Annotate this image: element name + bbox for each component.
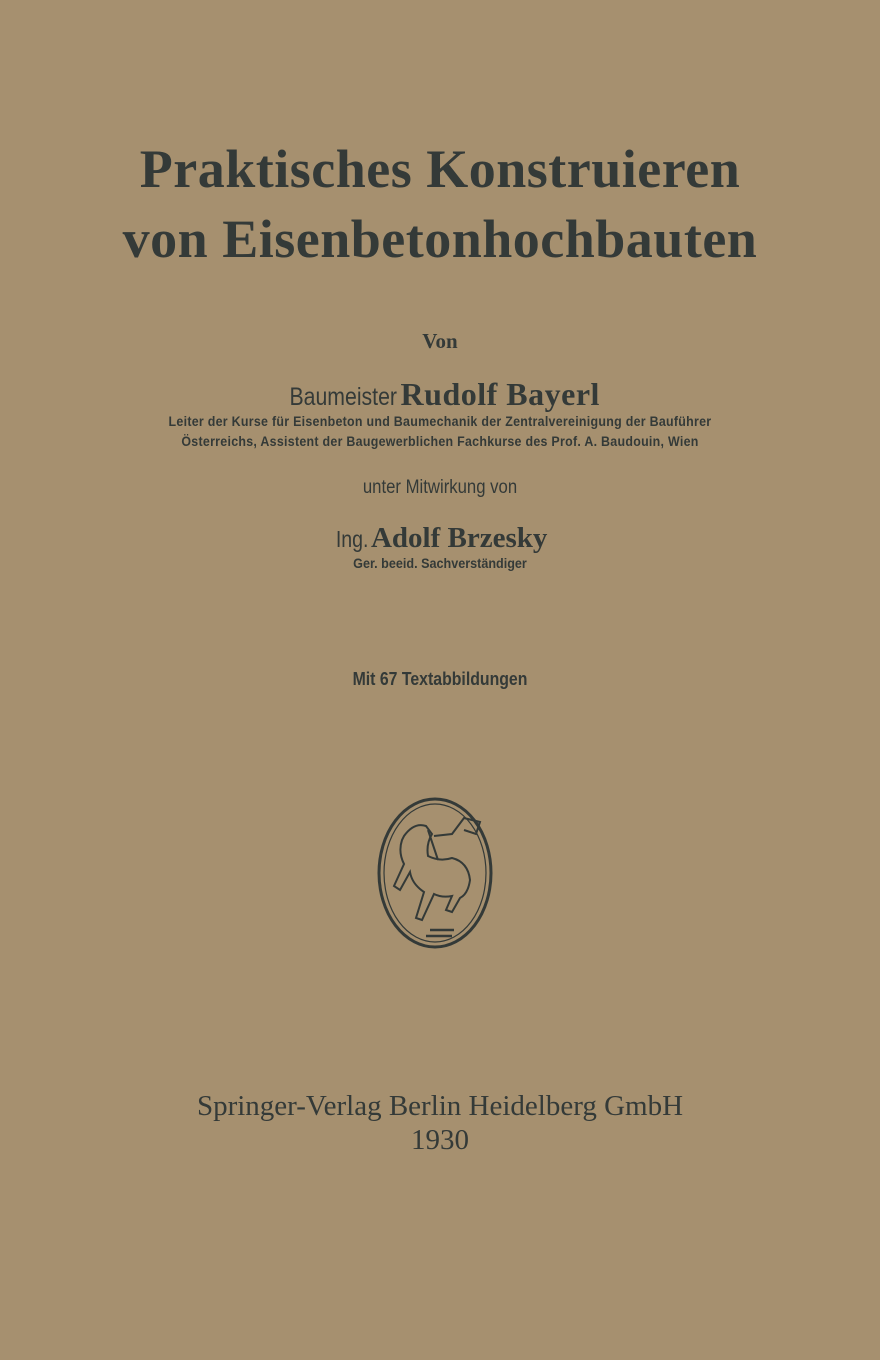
illustrations-note: Mit 67 Textabbildungen [352, 669, 528, 689]
author-affiliation-1: Leiter der Kurse für Eisenbeton und Baumechanik der Zentralvereinigung der Bauführer [168, 414, 712, 429]
publication-year: 1930 [411, 1124, 469, 1156]
by-label: Von [422, 329, 458, 353]
collaboration-label: unter Mitwirkung von [362, 477, 518, 498]
author-name: Rudolf Bayerl [400, 376, 600, 412]
author-line [0, 376, 880, 413]
book-title-line-1: Praktisches Konstruieren [139, 139, 741, 199]
coauthor-name: Adolf Brzesky [370, 522, 548, 554]
author-affiliation-2: Österreichs, Assistent der Baugewerblichen Fachkurse des Prof. A. Baudouin, Wien [181, 434, 699, 449]
coauthor-prefix: Ing. [335, 526, 369, 552]
author-prefix: Baumeister [289, 383, 398, 411]
book-title-line-2: von Eisenbetonhochbauten [122, 209, 758, 269]
springer-horse-rider-emblem-icon [376, 796, 494, 950]
coauthor-line [0, 522, 880, 555]
coauthor-role: Ger. beeid. Sachverständiger [353, 555, 527, 571]
publisher: Springer-Verlag Berlin Heidelberg GmbH [196, 1090, 684, 1122]
